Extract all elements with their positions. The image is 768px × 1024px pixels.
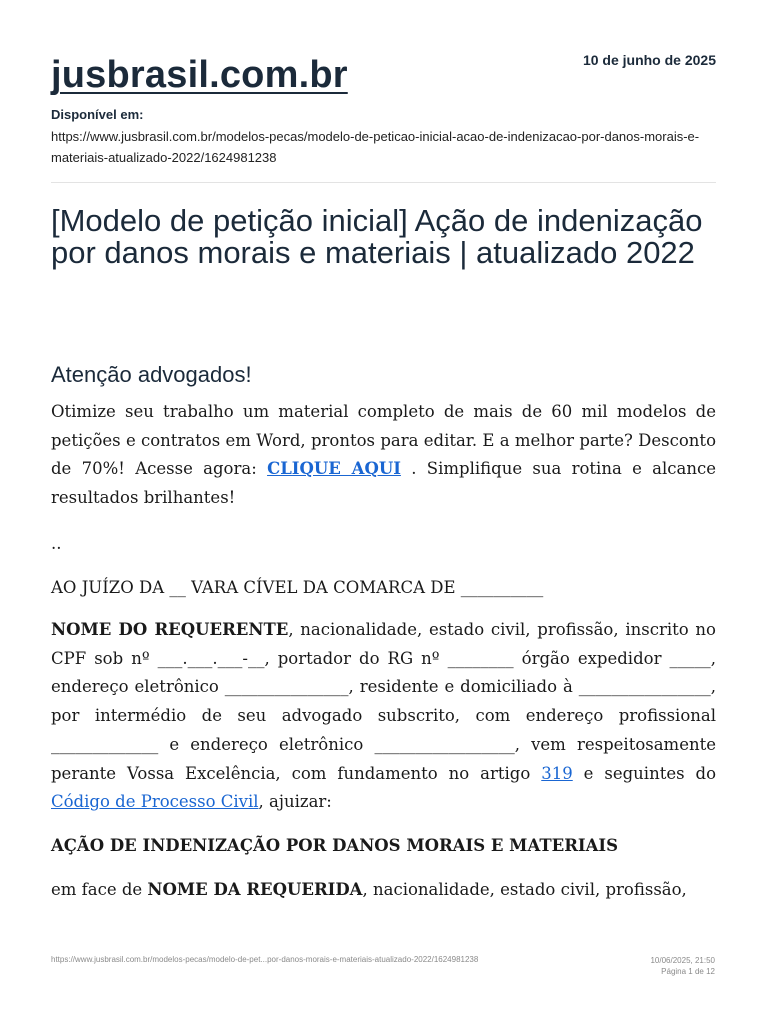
source-url[interactable]: https://www.jusbrasil.com.br/modelos-pecas/modelo-de-peticao-inicial-acao-de-indenizacao-por-danos-morais-e-materiais-atualizado-2022/1624981238 bbox=[51, 129, 700, 165]
qualification-text-2: e seguintes do bbox=[572, 763, 717, 783]
print-date: 10 de junho de 2025 bbox=[582, 52, 716, 68]
plaintiff-name: NOME DO REQUERENTE bbox=[51, 620, 289, 639]
qualification-text-3: , ajuizar: bbox=[258, 792, 332, 812]
qualification-text-1: , nacionalidade, estado civil, profissão, inscrito no CPF sob nº ___.___.___-__, portador do RG nº ________ órgão expedidor _____, endereço eletrônico _______________, residente e domiciliado à ________________, por intermédio de seu advogado subscrito, com endereço profissional _____________ e endereço eletrônico _________________, vem respeitosamente perante Vossa Excelência, com fundamento no artigo bbox=[51, 620, 716, 783]
header-divider bbox=[51, 182, 716, 183]
footer-url: https://www.jusbrasil.com.br/modelos-pecas/modelo-de-pet...por-danos-morais-e-materiais-atualizado-2022/1624981238 bbox=[51, 955, 479, 964]
defendant-paragraph bbox=[51, 876, 716, 905]
separator-dots: .. bbox=[51, 534, 62, 553]
section-heading: Atenção advogados! bbox=[51, 362, 252, 387]
defendant-prefix: em face de bbox=[51, 880, 148, 899]
page-number: Página 1 de 12 bbox=[661, 967, 715, 976]
defendant-suffix: , nacionalidade, estado civil, profissão, bbox=[362, 880, 687, 899]
click-here-link[interactable]: CLIQUE AQUI bbox=[267, 459, 401, 479]
site-title[interactable]: jusbrasil.com.br bbox=[51, 54, 348, 96]
footer-meta bbox=[650, 955, 715, 977]
promo-text-before: Otimize seu trabalho um material completo de mais de 60 mil modelos de petições e contratos em Word, prontos para editar. E a melhor parte? Desconto de 70%! Acesse agora: bbox=[51, 402, 716, 479]
available-label: Disponível em: bbox=[51, 107, 144, 122]
civil-procedure-code-link[interactable]: Código de Processo Civil bbox=[51, 792, 259, 812]
addressee-line: AO JUÍZO DA __ VARA CÍVEL DA COMARCA DE __________ bbox=[51, 578, 544, 597]
qualification-paragraph bbox=[51, 616, 716, 817]
action-title: AÇÃO DE INDENIZAÇÃO POR DANOS MORAIS E MATERIAIS bbox=[51, 836, 619, 855]
article-319-link[interactable]: 319 bbox=[541, 763, 573, 783]
promo-text-after: . Simplifique sua rotina e alcance resultados brilhantes! bbox=[51, 459, 716, 508]
document-title: [Modelo de petição inicial] Ação de indenização por danos morais e materiais | atualizado 2022 bbox=[51, 203, 703, 270]
footer-timestamp: 10/06/2025, 21:50 bbox=[650, 956, 715, 965]
promo-paragraph bbox=[51, 398, 716, 513]
defendant-name: NOME DA REQUERIDA bbox=[147, 880, 363, 899]
